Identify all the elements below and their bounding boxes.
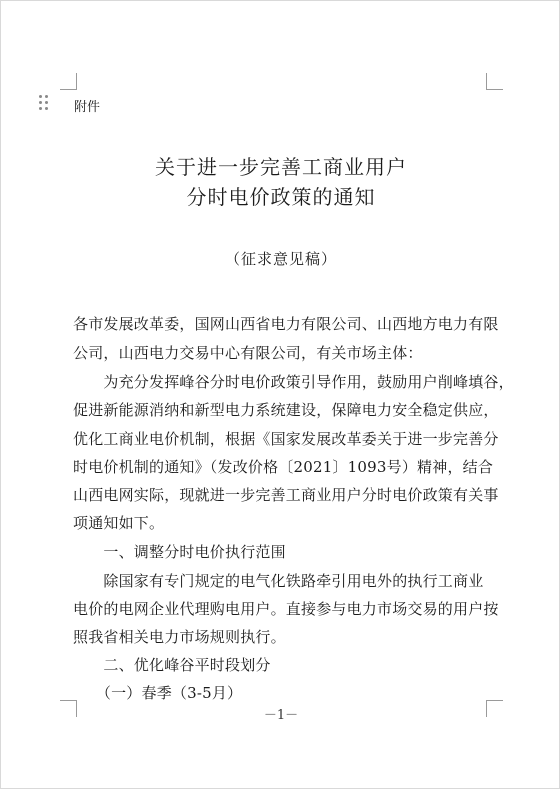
subsection-heading: （一）春季（3-5月） (73, 684, 243, 702)
section-heading: 一、调整分时电价执行范围 (73, 543, 286, 561)
body-line: 项通知如下。 (73, 514, 165, 532)
body-line: 促进新能源消纳和新型电力系统建设，保障电力安全稳定供应， (73, 401, 499, 419)
section-heading: 二、优化峰谷平时段划分 (73, 656, 271, 674)
draft-note: （征求意见稿） (224, 250, 337, 268)
crop-mark-bottom-right (486, 700, 503, 717)
attachment-label: 附件 (74, 100, 101, 115)
body-line: 除国家有专门规定的电气化铁路牵引用电外的执行工商业 (73, 572, 484, 590)
body-line: 优化工商业电价机制，根据《国家发展改革委关于进一步完善分 (73, 430, 499, 448)
document-title-line-1: 关于进一步完善工商业用户 (155, 155, 407, 179)
body-line: 照我省相关电力市场规则执行。 (73, 628, 286, 646)
crop-mark-top-right (486, 73, 503, 90)
page-number: －1－ (263, 708, 299, 723)
document-title-line-2: 分时电价政策的通知 (186, 185, 376, 209)
drag-handle-icon[interactable] (39, 95, 51, 111)
body-line: 为充分发挥峰谷分时电价政策引导作用，鼓励用户削峰填谷， (73, 373, 514, 391)
body-line: 公司，山西电力交易中心有限公司，有关市场主体： (73, 344, 423, 362)
body-line: 时电价机制的通知》（发改价格〔2021〕1093号）精神，结合 (73, 458, 494, 476)
body-line: 各市发展改革委，国网山西省电力有限公司、山西地方电力有限 (73, 315, 499, 333)
body-line: 山西电网实际，现就进一步完善工商业用户分时电价政策有关事 (73, 486, 499, 504)
body-line: 电价的电网企业代理购电用户。直接参与电力市场交易的用户按 (73, 600, 499, 618)
crop-mark-top-left (60, 73, 77, 90)
